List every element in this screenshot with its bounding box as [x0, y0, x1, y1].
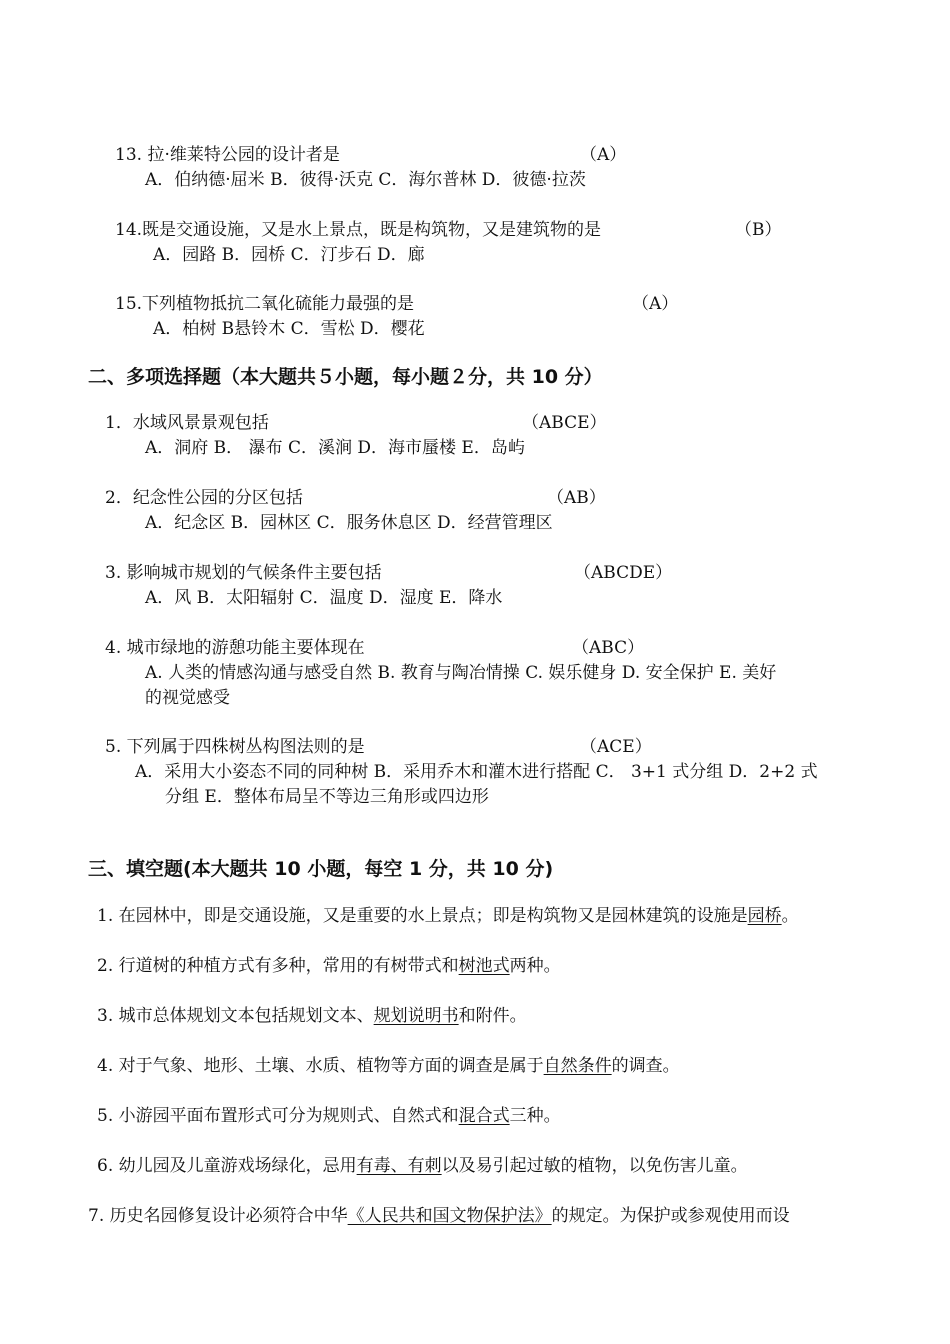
question-answer: （B）	[735, 220, 782, 240]
question-answer: （ABCE）	[522, 413, 607, 433]
fill-blank-text: 2. 行道树的种植方式有多种，常用的有树带式和	[97, 956, 459, 976]
fill-blank-item	[97, 954, 561, 978]
section-heading: 二、多项选择题（本大题共５小题，每小题２分，共 10 分）	[88, 366, 603, 388]
question-options: 分组 E．整体布局呈不等边三角形或四边形	[165, 787, 489, 807]
fill-blank-text: 。	[781, 906, 799, 926]
question-options: A．洞府 B． 瀑布 C．溪涧 D．海市蜃楼 E．岛屿	[145, 438, 525, 458]
question-answer: （AB）	[547, 488, 606, 508]
fill-blank-item	[97, 1154, 748, 1178]
question-stem: 4. 城市绿地的游憩功能主要体现在	[105, 638, 365, 658]
fill-blank-item	[97, 1054, 680, 1078]
fill-blank-item	[97, 1004, 527, 1028]
question-options: A．纪念区 B．园林区 C．服务休息区 D．经营管理区	[145, 513, 553, 533]
question-stem: 5. 下列属于四株树丛构图法则的是	[105, 737, 365, 757]
fill-blank-answer: 规划说明书	[373, 1006, 459, 1026]
question-answer: （ABC）	[572, 638, 645, 658]
fill-blank-answer: 园桥	[747, 906, 782, 926]
section-heading: 三、填空题(本大题共 10 小题，每空 1 分，共 10 分)	[88, 858, 554, 880]
question-options: A．园路 B．园桥 C．汀步石 D．廊	[153, 245, 425, 265]
fill-blank-answer: 混合式	[458, 1106, 510, 1126]
question-options: A. 人类的情感沟通与感受自然 B. 教育与陶冶情操 C. 娱乐健身 D. 安全保护 E. 美好	[145, 663, 777, 683]
question-stem: 2．纪念性公园的分区包括	[105, 488, 303, 508]
fill-blank-item	[97, 904, 799, 928]
fill-blank-text: 的规定。为保护或参观使用而设	[551, 1206, 790, 1226]
fill-blank-answer: 自然条件	[543, 1056, 612, 1076]
fill-blank-answer: 《人民共和国文物保护法》	[347, 1206, 552, 1226]
fill-blank-text: 3. 城市总体规划文本包括规划文本、	[97, 1006, 374, 1026]
question-stem: 13. 拉·维莱特公园的设计者是	[115, 145, 340, 165]
fill-blank-text: 7. 历史名园修复设计必须符合中华	[88, 1206, 348, 1226]
question-options: A．风 B．太阳辐射 C．温度 D．湿度 E．降水	[145, 588, 503, 608]
question-options: A．柏树 B悬铃木 C．雪松 D．樱花	[153, 319, 425, 339]
question-answer: （ACE）	[580, 737, 652, 757]
fill-blank-answer: 有毒、有刺	[356, 1156, 442, 1176]
question-answer: （A）	[632, 294, 679, 314]
question-stem: 15.下列植物抵抗二氧化硫能力最强的是	[115, 294, 415, 314]
question-options: A．伯纳德·屈米 B．彼得·沃克 C．海尔普林 D．彼德·拉茨	[145, 170, 586, 190]
fill-blank-text: 的调查。	[611, 1056, 680, 1076]
question-stem: 14.既是交通设施，又是水上景点，既是构筑物，又是建筑物的是	[115, 220, 602, 240]
fill-blank-text: 5. 小游园平面布置形式可分为规则式、自然式和	[97, 1106, 459, 1126]
fill-blank-text: 4. 对于气象、地形、土壤、水质、植物等方面的调查是属于	[97, 1056, 544, 1076]
fill-blank-text: 三种。	[509, 1106, 561, 1126]
question-stem: 1．水域风景景观包括	[105, 413, 269, 433]
question-stem: 3. 影响城市规划的气候条件主要包括	[105, 563, 382, 583]
fill-blank-item	[97, 1104, 561, 1128]
fill-blank-item	[88, 1204, 790, 1228]
question-answer: （A）	[580, 145, 627, 165]
fill-blank-text: 1. 在园林中，即是交通设施，又是重要的水上景点；即是构筑物又是园林建筑的设施是	[97, 906, 748, 926]
fill-blank-text: 和附件。	[458, 1006, 527, 1026]
fill-blank-text: 以及易引起过敏的植物，以免伤害儿童。	[441, 1156, 748, 1176]
question-options: A．采用大小姿态不同的同种树 B．采用乔木和灌木进行搭配 C． 3+1 式分组 D．2+2 式	[135, 762, 818, 782]
question-options: 的视觉感受	[145, 688, 230, 708]
fill-blank-text: 6. 幼儿园及儿童游戏场绿化，忌用	[97, 1156, 357, 1176]
question-answer: （ABCDE）	[574, 563, 673, 583]
fill-blank-text: 两种。	[509, 956, 561, 976]
fill-blank-answer: 树池式	[458, 956, 510, 976]
